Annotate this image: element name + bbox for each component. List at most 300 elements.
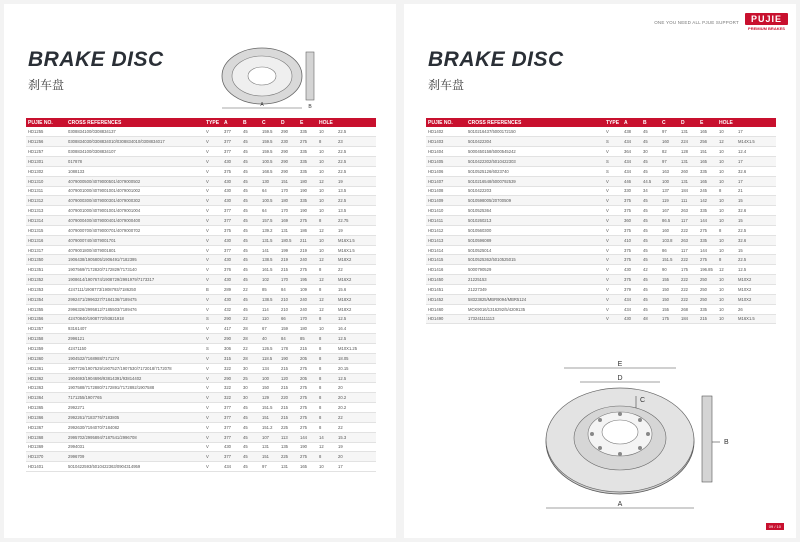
page-title: BRAKE DISC (28, 48, 164, 71)
table-cell: 45 (641, 127, 660, 137)
table-cell: 10 (717, 157, 736, 167)
table-cell: 1907726/1907529/1907527/1907530/7172018/7172078 (66, 363, 204, 373)
table-cell: V (604, 265, 622, 275)
table-cell: HD1352 (26, 275, 66, 285)
table-cell: 5010525014 (466, 245, 604, 255)
table-cell: 434 (622, 304, 641, 314)
table-cell: HD1402 (426, 127, 466, 137)
table-cell: 12.5 (336, 314, 376, 324)
column-header: C (660, 118, 679, 127)
table-cell: 8 (317, 334, 336, 344)
table-cell: 45 (241, 304, 260, 314)
table-cell: 110 (260, 314, 279, 324)
column-header: E (298, 118, 317, 127)
table-cell: 30 (241, 393, 260, 403)
table-cell: 434 (622, 157, 641, 167)
table-cell: 335 (698, 304, 717, 314)
table-cell: 268 (679, 304, 698, 314)
table-cell: 12 (317, 442, 336, 452)
dim-label-b: B (308, 104, 312, 110)
table-row (426, 225, 776, 235)
table-cell: 103.8 (660, 235, 679, 245)
table-cell: 22.5 (336, 157, 376, 167)
table-row (426, 196, 776, 206)
table-cell: 45 (241, 403, 260, 413)
table-cell: 175 (660, 314, 679, 324)
table-cell: 160 (660, 137, 679, 147)
table-row (426, 255, 776, 265)
table-cell: 12.5 (736, 265, 776, 275)
table-cell: 224 (679, 137, 698, 147)
table-cell: 263 (679, 206, 698, 216)
table-cell: 1906438/1905805/1906491/7182395 (66, 255, 204, 265)
table-cell: V (604, 176, 622, 186)
table-cell: 19 (336, 225, 376, 235)
table-cell: 10 (717, 285, 736, 295)
table-cell: V (204, 403, 222, 413)
title-block (28, 48, 164, 93)
table-cell: HD1369 (26, 442, 66, 452)
table-cell: HD1413 (426, 235, 466, 245)
table-cell: HD1410 (426, 206, 466, 216)
table-cell: 8 (317, 353, 336, 363)
table-row (26, 383, 376, 393)
table-cell: 184 (679, 314, 698, 324)
table-cell: HD1302 (26, 166, 66, 176)
table-cell: 8 (317, 403, 336, 413)
disc-diagram-large (536, 356, 746, 526)
table-cell: 315 (222, 353, 241, 363)
table-cell: 377 (222, 452, 241, 462)
table-cell: 2996326/2995812/7185503/7189476 (66, 304, 204, 314)
table-cell: 275 (298, 137, 317, 147)
table-cell: 151.5 (260, 403, 279, 413)
dim-label-a: A (260, 102, 264, 108)
table-cell: V (204, 324, 222, 334)
table-cell: 15 (736, 245, 776, 255)
table-cell: 10 (717, 216, 736, 226)
table-cell: 434 (622, 294, 641, 304)
table-cell: 26 (736, 304, 776, 314)
table-cell: HD1370 (26, 452, 66, 462)
table-cell: 45 (241, 442, 260, 452)
table-cell: 45 (241, 235, 260, 245)
table-cell: M10X2 (736, 275, 776, 285)
table-cell: 12 (717, 137, 736, 147)
table-cell: 430 (222, 235, 241, 245)
table-cell: 222 (679, 225, 698, 235)
table-cell: 250 (698, 275, 717, 285)
table-cell: HD1451 (426, 285, 466, 295)
table-cell: 1088133 (66, 166, 204, 176)
table-cell: 430 (222, 275, 241, 285)
table-cell: 225 (279, 452, 298, 462)
table-cell: 30 (241, 363, 260, 373)
table-cell: 45 (641, 304, 660, 314)
table-cell: 151.2 (260, 422, 279, 432)
brand-logo: PUJIE (745, 13, 788, 25)
table-cell: 151 (260, 452, 279, 462)
table-cell: 167 (660, 206, 679, 216)
table-cell: 14 (317, 432, 336, 442)
table-cell: 432 (222, 304, 241, 314)
table-cell: HD1355 (26, 304, 66, 314)
table-row (26, 412, 376, 422)
table-cell: V (604, 225, 622, 235)
table-row (426, 166, 776, 176)
table-cell: 45 (241, 412, 260, 422)
table-row (26, 265, 376, 275)
table-cell: V (604, 127, 622, 137)
table-row (26, 403, 376, 413)
table-cell: HD1490 (426, 314, 466, 324)
table-row (426, 285, 776, 295)
table-cell: V (204, 363, 222, 373)
table-cell: 34 (641, 186, 660, 196)
table-cell: V (204, 393, 222, 403)
table-cell: 45 (241, 294, 260, 304)
table-cell: 21225153 (466, 275, 604, 285)
table-row (26, 363, 376, 373)
column-header: C (260, 118, 279, 127)
table-cell: 375 (622, 255, 641, 265)
table-row (426, 265, 776, 275)
table-cell: 109 (298, 285, 317, 295)
table-cell: 141 (260, 245, 279, 255)
table-cell: 126.5 (260, 344, 279, 354)
table-cell: V (204, 196, 222, 206)
table-cell: 2996709 (66, 452, 204, 462)
table-cell: V (604, 235, 622, 245)
table-cell: 290 (279, 147, 298, 157)
table-cell: V (204, 225, 222, 235)
table-cell: 45 (641, 216, 660, 226)
table-cell: V (204, 422, 222, 432)
column-header: TYPE (204, 118, 222, 127)
table-cell: 10 (317, 157, 336, 167)
table-cell: 10 (717, 176, 736, 186)
table-cell: 430 (222, 294, 241, 304)
table-cell: 8 (717, 225, 736, 235)
table-cell: 130 (260, 176, 279, 186)
table-cell: V (204, 245, 222, 255)
table-row (26, 127, 376, 137)
table-cell: 64 (260, 186, 279, 196)
table-row (426, 176, 776, 186)
table-cell: 220 (279, 393, 298, 403)
column-header: CROSS REFERENCES (66, 118, 204, 127)
page-subtitle-cn: 刹车盘 (428, 78, 465, 92)
table-cell: 45 (641, 157, 660, 167)
table-cell: 275 (298, 412, 317, 422)
table-cell: 175 (679, 265, 698, 275)
table-cell: HD1350 (26, 255, 66, 265)
table-cell: 215 (279, 363, 298, 373)
table-cell: 199 (279, 245, 298, 255)
table-cell: HD1368 (26, 432, 66, 442)
table-cell: 0308834100/0308834107 (66, 147, 204, 157)
table-cell: 430 (622, 265, 641, 275)
table-cell: 44.5 (641, 176, 660, 186)
table-cell: V (204, 265, 222, 275)
table-cell: 13.5 (336, 186, 376, 196)
table-row (26, 196, 376, 206)
table-cell: 151 (260, 412, 279, 422)
table-cell: 165 (698, 157, 717, 167)
table-cell: 205 (298, 353, 317, 363)
table-cell: 377 (222, 147, 241, 157)
table-cell: 10 (717, 294, 736, 304)
table-cell: 45 (241, 176, 260, 186)
table-cell: 12.5 (336, 373, 376, 383)
table-cell: 215 (279, 412, 298, 422)
table-cell: 5010216437/5000172150 (466, 127, 604, 137)
table-cell: 25 (241, 373, 260, 383)
table-cell: 4079000740/4079001701 (66, 235, 204, 245)
table-cell: 45 (241, 166, 260, 176)
table-cell: HD1450 (426, 275, 466, 285)
table-cell: 7171255/1907765 (66, 393, 204, 403)
table-cell: 10 (717, 147, 736, 157)
table-cell: 10 (317, 206, 336, 216)
table-cell: 1907569/7172820/7172829/7173140 (66, 265, 204, 275)
table-cell: 90 (660, 265, 679, 275)
table-cell: 150 (260, 383, 279, 393)
table-cell: 5000790529 (466, 265, 604, 275)
column-header: CROSS REFERENCES (466, 118, 604, 127)
table-cell: 28 (241, 334, 260, 344)
table-cell: 10 (317, 235, 336, 245)
table-cell: V (204, 137, 222, 147)
table-cell: V (604, 196, 622, 206)
table-cell: 170 (279, 206, 298, 216)
table-cell: 151 (698, 147, 717, 157)
table-cell: 417 (222, 324, 241, 334)
table-cell: 22.5 (336, 166, 376, 176)
column-header: PUJIE NO. (26, 118, 66, 127)
table-cell: 20 (336, 452, 376, 462)
table-cell: HD1256 (26, 137, 66, 147)
table-cell: 275 (298, 452, 317, 462)
table-cell: 45 (241, 157, 260, 167)
table-cell: HD1365 (26, 403, 66, 413)
table-cell: S (204, 314, 222, 324)
table-cell: 430 (222, 186, 241, 196)
table-cell: 135 (279, 442, 298, 452)
table-row (26, 216, 376, 226)
table-cell: 375 (622, 196, 641, 206)
dim-label-d: D (617, 375, 623, 382)
table-cell: HD1412 (426, 225, 466, 235)
table-cell: 275 (298, 265, 317, 275)
table-cell: 275 (298, 383, 317, 393)
table-cell: 28 (241, 324, 260, 334)
table-cell: HD1366 (26, 412, 66, 422)
table-cell: 22.5 (336, 196, 376, 206)
table-cell: 30 (641, 147, 660, 157)
table-cell: 290 (222, 334, 241, 344)
table-cell: 10 (717, 166, 736, 176)
table-cell: 377 (222, 403, 241, 413)
table-cell: HD1360 (26, 353, 66, 363)
table-row (26, 432, 376, 442)
table-cell: 2992471/2996327/7184136/7189475 (66, 294, 204, 304)
table-cell: 8 (317, 412, 336, 422)
table-cell: 180.5 (279, 235, 298, 245)
table-cell: HD1411 (426, 216, 466, 226)
table-cell: 8 (717, 186, 736, 196)
table-cell: 10 (717, 304, 736, 314)
table-row (426, 304, 776, 314)
table-cell: 178 (279, 344, 298, 354)
table-cell: HD1404 (426, 147, 466, 157)
table-cell: V (204, 304, 222, 314)
title-block (428, 48, 564, 93)
table-cell: 1907588/7172880/7172891/7172892/1907588 (66, 383, 204, 393)
table-cell: 129 (260, 393, 279, 403)
table-cell: HD1358 (26, 334, 66, 344)
table-cell: 12 (317, 304, 336, 314)
table-cell: HD1312 (26, 196, 66, 206)
table-cell: 10 (317, 127, 336, 137)
table-cell: 5010216548/5000792539 (466, 176, 604, 186)
table-cell: 430 (222, 176, 241, 186)
table-cell: 170 (279, 275, 298, 285)
table-cell: 240 (298, 255, 317, 265)
table-cell: 97 (660, 127, 679, 137)
table-cell: 430 (222, 442, 241, 452)
reference-table-right (426, 118, 776, 324)
table-cell: 10 (317, 186, 336, 196)
table-cell: 22.75 (336, 216, 376, 226)
table-cell: 45 (641, 245, 660, 255)
table-cell: M18X2 (336, 294, 376, 304)
table-cell: 245 (698, 186, 717, 196)
table-cell: 45 (241, 225, 260, 235)
table-cell: 45 (241, 422, 260, 432)
table-row (426, 127, 776, 137)
table-cell: 2992261/7183776/7183805 (66, 412, 204, 422)
table-cell: 8 (317, 265, 336, 275)
table-cell: 375 (622, 206, 641, 216)
table-row (426, 245, 776, 255)
table-cell: 275 (698, 255, 717, 265)
table-cell: HD1361 (26, 363, 66, 373)
table-cell: 45 (641, 166, 660, 176)
table-cell: 335 (698, 235, 717, 245)
table-cell: 102 (260, 275, 279, 285)
table-cell: 377 (222, 422, 241, 432)
table-cell: 222 (679, 285, 698, 295)
table-cell: 45 (641, 196, 660, 206)
table-cell: 180 (298, 324, 317, 334)
table-cell: 5010422302/5010422303 (466, 157, 604, 167)
table-cell: 8 (317, 383, 336, 393)
table-cell: 17 (736, 157, 776, 167)
table-cell: 120 (279, 373, 298, 383)
table-cell: 12 (717, 265, 736, 275)
table-row (426, 157, 776, 167)
dim-label-e: E (617, 361, 623, 368)
table-cell: 22.5 (336, 127, 376, 137)
table-cell: 4079000500/4079000501/4079000502 (66, 176, 204, 186)
table-cell: 114 (260, 304, 279, 314)
table-cell: 161.5 (260, 265, 279, 275)
table-cell: 8 (317, 422, 336, 432)
table-row (426, 235, 776, 245)
table-cell: 211 (298, 235, 317, 245)
table-cell: 144 (298, 432, 317, 442)
table-cell: 22 (336, 265, 376, 275)
table-cell: 377 (222, 412, 241, 422)
table-cell: 17 (736, 176, 776, 186)
table-cell: 330 (622, 186, 641, 196)
table-cell: 42470840/1908772/93821918 (66, 314, 204, 324)
table-cell: 430 (622, 314, 641, 324)
table-cell: 219 (279, 255, 298, 265)
table-cell: 335 (298, 196, 317, 206)
table-cell: 15 (736, 196, 776, 206)
table-cell: V (604, 216, 622, 226)
table-cell: 142 (698, 196, 717, 206)
table-cell: 45 (241, 127, 260, 137)
table-row (26, 285, 376, 295)
table-cell: 377 (222, 432, 241, 442)
table-row (26, 206, 376, 216)
table-row (26, 442, 376, 452)
table-cell: 163 (660, 166, 679, 176)
table-cell: 173241111113 (466, 314, 604, 324)
table-cell: HD1316 (26, 235, 66, 245)
table-cell: 45 (241, 452, 260, 462)
table-cell: 12 (317, 255, 336, 265)
table-cell: 275 (298, 403, 317, 413)
table-cell: 275 (298, 363, 317, 373)
table-cell: 379 (622, 285, 641, 295)
table-cell: 289 (222, 285, 241, 295)
table-cell: V (204, 275, 222, 285)
table-cell: 22 (241, 344, 260, 354)
table-cell: 45 (641, 137, 660, 147)
table-cell: HD1354 (26, 294, 66, 304)
table-cell: 5010525364 (466, 206, 604, 216)
table-cell: 2996121 (66, 334, 204, 344)
brand-logo-block (745, 13, 788, 31)
table-cell: 377 (222, 137, 241, 147)
table-cell: 131.5 (260, 235, 279, 245)
table-cell: 40 (260, 334, 279, 344)
brand-header (654, 13, 788, 31)
table-cell: 5000450158/5000545242 (466, 147, 604, 157)
column-header: A (622, 118, 641, 127)
table-cell: 5010260213 (466, 216, 604, 226)
table-cell: 434 (222, 462, 241, 472)
table-cell: 10 (717, 245, 736, 255)
table-cell: 155 (660, 275, 679, 285)
table-row (26, 245, 376, 255)
table-cell: 150 (660, 294, 679, 304)
table-cell: 45 (641, 225, 660, 235)
table-cell: 45 (241, 265, 260, 275)
table-cell: 15.3 (336, 432, 376, 442)
table-cell: 131 (679, 176, 698, 186)
table-cell: 190 (298, 186, 317, 196)
table-cell: V (204, 157, 222, 167)
table-cell: 22 (241, 285, 260, 295)
table-cell: 377 (222, 206, 241, 216)
table-row (26, 275, 376, 285)
table-cell: 134 (260, 363, 279, 373)
